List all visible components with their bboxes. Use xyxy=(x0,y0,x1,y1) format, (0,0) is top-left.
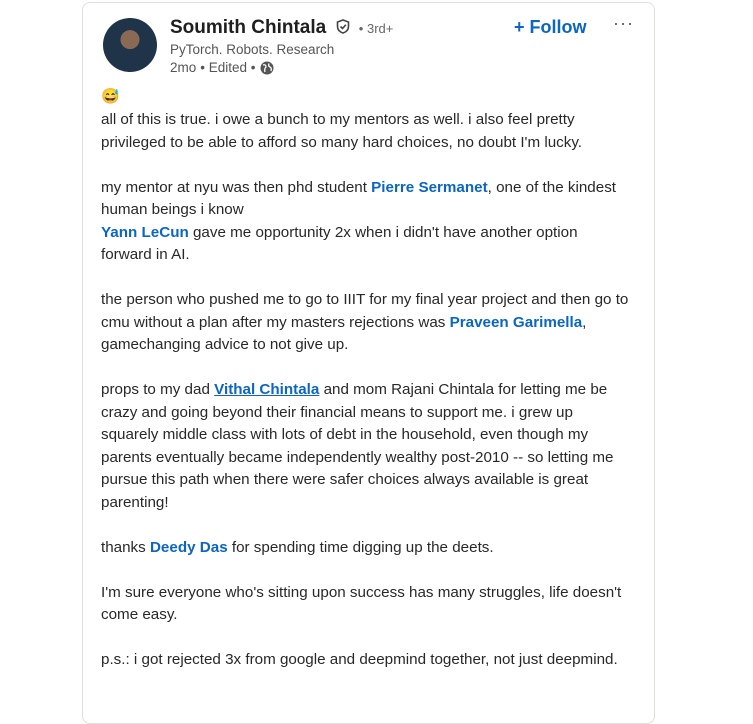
text: I'm sure everyone who's sitting upon success has many struggles, life doesn't come easy. xyxy=(101,583,622,623)
follow-button[interactable]: + Follow xyxy=(514,17,587,37)
paragraph xyxy=(101,109,631,154)
more-options-button[interactable]: ··· xyxy=(613,13,634,33)
mention-vithal-chintala[interactable]: Vithal Chintala xyxy=(214,381,320,398)
paragraph xyxy=(101,537,631,560)
post-time: 2mo xyxy=(170,60,197,75)
grinning-sweat-emoji: 😅 xyxy=(101,88,120,105)
author-headline: PyTorch. Robots. Research xyxy=(170,42,335,57)
text: my mentor at nyu was then phd student xyxy=(101,178,372,196)
paragraph xyxy=(101,649,631,672)
text: , one of the kindest human beings i know xyxy=(101,178,617,218)
post-meta xyxy=(170,60,274,75)
post-card xyxy=(82,2,655,724)
verified-shield-icon xyxy=(336,19,350,34)
post-body xyxy=(101,87,631,694)
author-name[interactable]: Soumith Chintala xyxy=(170,17,327,38)
connection-degree: • 3rd+ xyxy=(358,21,394,36)
text: and mom Rajani Chintala for letting me be crazy and going beyond their financial means to support me. i grew up squarely middle class with lots of debt in the household, even though my parents eventually became independently wealthy post-2010 -- so letting me pursue this path when there were safer choices always available is great parenting! xyxy=(101,381,614,511)
text: for spending time digging up the deets. xyxy=(227,538,494,556)
text: props to my dad xyxy=(101,381,215,398)
text: , gamechanging advice to not give up. xyxy=(101,313,587,353)
globe-icon xyxy=(260,61,274,75)
text: thanks xyxy=(101,538,150,556)
author-name-row xyxy=(170,17,393,39)
mention-pierre-sermanet[interactable]: Pierre Sermanet xyxy=(371,178,488,196)
paragraph xyxy=(101,582,631,627)
mention-deedy-das[interactable]: Deedy Das xyxy=(149,538,228,556)
paragraph xyxy=(101,177,631,267)
avatar[interactable] xyxy=(103,18,157,72)
paragraph xyxy=(101,289,631,357)
mention-yann-lecun[interactable]: Yann LeCun xyxy=(101,223,189,241)
paragraph xyxy=(101,379,631,514)
text: gave me opportunity 2x when i didn't have another option forward in AI. xyxy=(101,223,578,263)
edited-label: • Edited • xyxy=(200,60,256,75)
text: the person who pushed me to go to IIIT for my final year project and then go to cmu without a plan after my masters rejections was xyxy=(101,291,629,331)
text: all of this is true. i owe a bunch to my mentors as well. i also feel pretty privileged to be able to afford so many hard choices, no doubt I'm lucky. xyxy=(101,111,583,151)
mention-praveen-garimella[interactable]: Praveen Garimella xyxy=(449,313,583,331)
text: p.s.: i got rejected 3x from google and deepmind together, not just deepmind. xyxy=(101,651,618,668)
